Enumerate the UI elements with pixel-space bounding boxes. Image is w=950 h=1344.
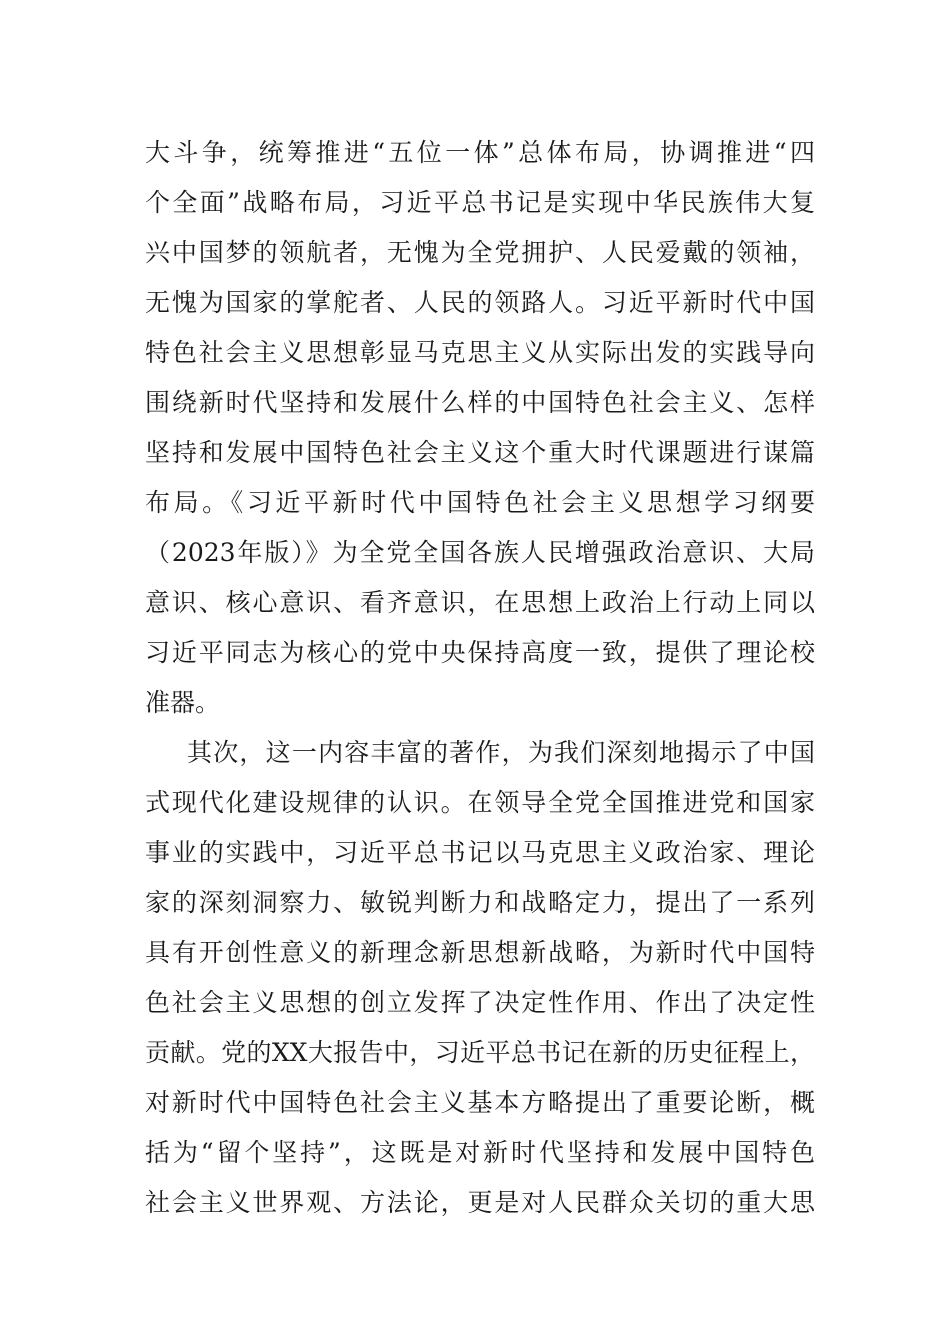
- text-line: 准器。: [145, 688, 221, 717]
- text-line: 兴中国梦的领航者，无愧为全党拥护、人民爱戴的领袖，: [145, 238, 815, 267]
- text-line: 意识、核心意识、看齐意识，在思想上政治上行动上同以: [145, 588, 815, 617]
- text-line: 特色社会主义思想彰显马克思主义从实际出发的实践导向: [145, 338, 815, 367]
- text-line: 贡献。党的XX大报告中，习近平总书记在新的历史征程上，: [145, 1038, 815, 1067]
- text-line: 坚持和发展中国特色社会主义这个重大时代课题进行谋篇: [145, 438, 815, 467]
- text-line: 布局。《习近平新时代中国特色社会主义思想学习纲要: [145, 488, 815, 517]
- text-line: 事业的实践中，习近平总书记以马克思主义政治家、理论: [145, 838, 815, 867]
- text-line: 习近平同志为核心的党中央保持高度一致，提供了理论校: [145, 638, 815, 667]
- text-line: 社会主义世界观、方法论，更是对人民群众关切的重大思: [145, 1188, 815, 1217]
- text-line: 式现代化建设规律的认识。在领导全党全国推进党和国家: [145, 788, 815, 817]
- text-line: 其次，这一内容丰富的著作，为我们深刻地揭示了中国: [187, 738, 815, 767]
- text-line: 无愧为国家的掌舵者、人民的领路人。习近平新时代中国: [145, 288, 815, 317]
- text-line: 大斗争，统筹推进“五位一体”总体布局，协调推进“四: [145, 138, 815, 167]
- paragraph-1: [145, 128, 815, 728]
- text-line: （2023年版）》为全党全国各族人民增强政治意识、大局: [145, 538, 815, 567]
- paragraph-2: [145, 728, 815, 1228]
- text-line: 围绕新时代坚持和发展什么样的中国特色社会主义、怎样: [145, 388, 815, 417]
- text-line: 对新时代中国特色社会主义基本方略提出了重要论断，概: [145, 1088, 815, 1117]
- text-line: 色社会主义思想的创立发挥了决定性作用、作出了决定性: [145, 988, 815, 1017]
- text-line: 个全面”战略布局，习近平总书记是实现中华民族伟大复: [145, 188, 815, 217]
- text-line: 具有开创性意义的新理念新思想新战略，为新时代中国特: [145, 938, 815, 967]
- text-line: 家的深刻洞察力、敏锐判断力和战略定力，提出了一系列: [145, 888, 815, 917]
- body-text: [145, 128, 815, 1228]
- text-line: 括为“留个坚持”，这既是对新时代坚持和发展中国特色: [145, 1138, 815, 1167]
